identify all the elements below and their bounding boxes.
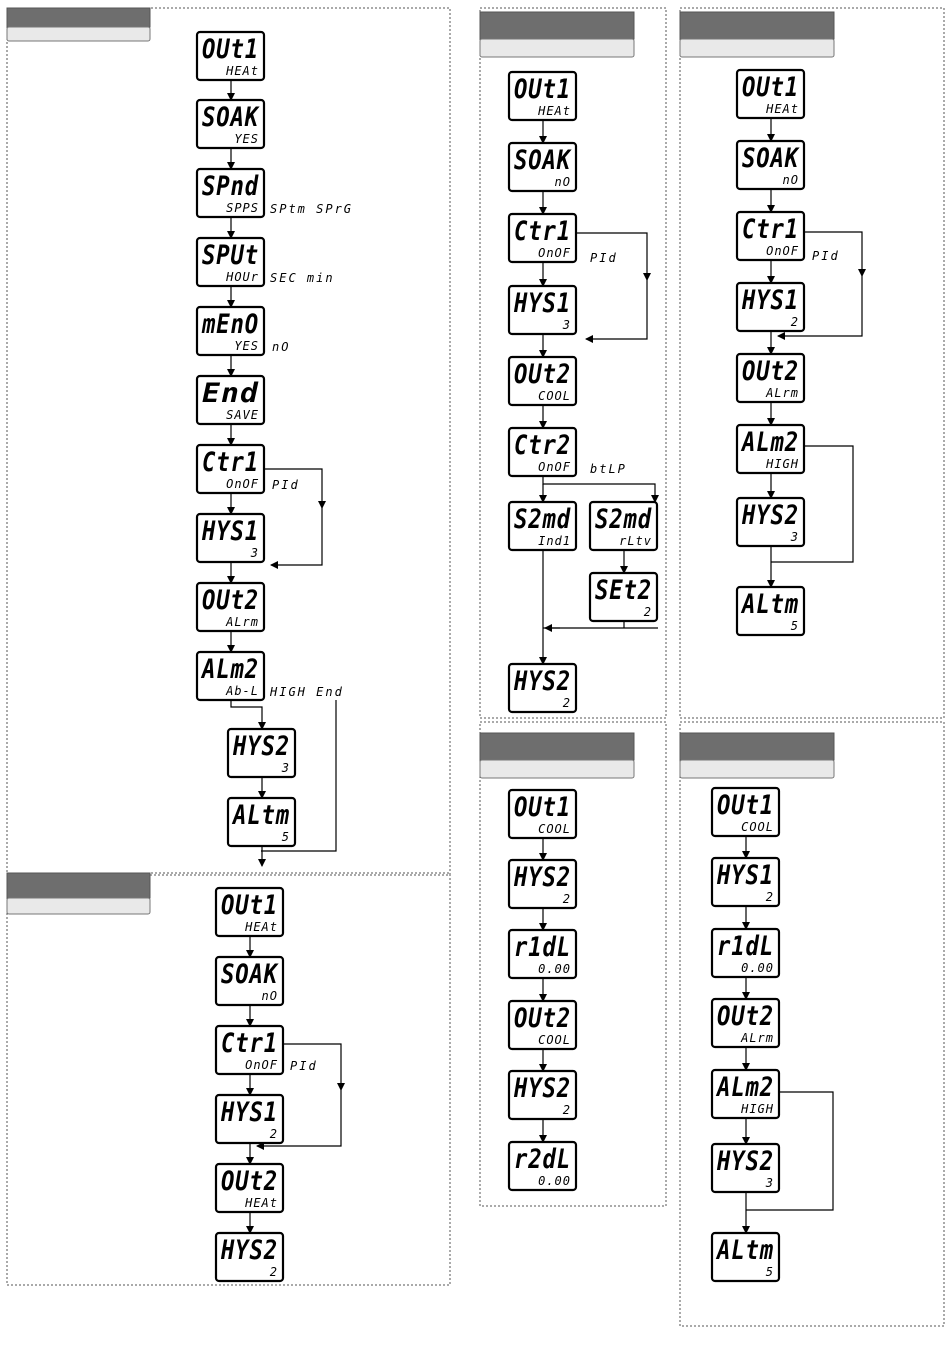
lcd-display xyxy=(737,283,804,331)
lcd-parameter: ALtm xyxy=(715,1235,774,1266)
panel-subtab xyxy=(480,39,634,57)
lcd-value: 5 xyxy=(765,1265,774,1279)
lcd-display xyxy=(712,858,779,906)
lcd-value: OnOF xyxy=(538,246,571,260)
lcd-value: 2 xyxy=(562,892,571,906)
lcd-parameter: HYS2 xyxy=(220,1235,278,1266)
lcd-parameter: Ctr2 xyxy=(514,430,571,461)
panel-subtab xyxy=(480,760,634,778)
lcd-parameter: ALtm xyxy=(231,800,290,831)
flow-arrow xyxy=(271,508,322,565)
lcd-parameter: Ctr1 xyxy=(742,214,799,245)
lcd-display xyxy=(197,32,264,80)
lcd-display xyxy=(216,1095,283,1143)
lcd-parameter: HYS2 xyxy=(741,500,799,531)
lcd-display xyxy=(197,445,264,493)
lcd-value: ALrm xyxy=(226,615,259,629)
panel-tab xyxy=(680,12,834,39)
lcd-parameter: OUt2 xyxy=(742,356,799,387)
lcd-parameter: SOAK xyxy=(742,143,801,174)
lcd-display xyxy=(216,888,283,936)
lcd-value: nO xyxy=(554,175,571,189)
lcd-value: 3 xyxy=(765,1176,774,1190)
panel-tab xyxy=(480,12,634,39)
lcd-value: 2 xyxy=(643,605,652,619)
lcd-parameter: SPnd xyxy=(202,171,259,202)
lcd-parameter: OUt1 xyxy=(514,792,571,823)
lcd-display xyxy=(737,70,804,118)
panel-tab xyxy=(7,8,150,27)
panel-subtab xyxy=(7,898,150,914)
lcd-value: SAVE xyxy=(226,408,259,422)
lcd-parameter: HYS1 xyxy=(201,516,259,547)
lcd-parameter: HYS1 xyxy=(741,285,799,316)
lcd-value: 2 xyxy=(269,1265,278,1279)
lcd-value: 2 xyxy=(269,1127,278,1141)
lcd-parameter: r1dL xyxy=(514,932,571,963)
option-values: HIGH End xyxy=(270,685,344,699)
lcd-parameter: ALm2 xyxy=(740,427,799,458)
lcd-parameter: Ctr1 xyxy=(221,1028,278,1059)
option-values: SPtm SPrG xyxy=(270,202,354,216)
panel-subtab xyxy=(7,27,150,41)
lcd-parameter: SEt2 xyxy=(595,575,652,606)
option-values: btLP xyxy=(590,462,627,476)
lcd-value: 5 xyxy=(790,619,799,633)
lcd-display xyxy=(509,790,576,838)
lcd-parameter: HYS1 xyxy=(220,1097,278,1128)
lcd-display xyxy=(509,286,576,334)
lcd-value: 0.00 xyxy=(741,961,774,975)
lcd-display xyxy=(216,1233,283,1281)
lcd-parameter: HYS2 xyxy=(513,666,571,697)
flow-arrow xyxy=(543,476,655,502)
lcd-parameter: OUt1 xyxy=(514,74,571,105)
lcd-parameter: S2md xyxy=(595,504,652,535)
lcd-display xyxy=(197,307,264,355)
lcd-value: 2 xyxy=(765,890,774,904)
lcd-parameter: OUt1 xyxy=(717,790,774,821)
lcd-display xyxy=(712,1144,779,1192)
lcd-parameter: SOAK xyxy=(202,102,261,133)
lcd-value: SPPS xyxy=(226,201,259,215)
lcd-parameter: HYS2 xyxy=(513,862,571,893)
lcd-value: YES xyxy=(234,339,259,353)
lcd-display xyxy=(509,1001,576,1049)
lcd-value: 3 xyxy=(250,546,259,560)
lcd-parameter: Ctr1 xyxy=(202,447,259,478)
lcd-value: 2 xyxy=(562,696,571,710)
lcd-display xyxy=(590,502,657,550)
lcd-display xyxy=(737,498,804,546)
lcd-display xyxy=(712,788,779,836)
lcd-parameter: OUt2 xyxy=(514,1003,571,1034)
lcd-value: 2 xyxy=(790,315,799,329)
flow-arrow xyxy=(231,700,262,729)
lcd-value: HIGH xyxy=(741,1102,774,1116)
lcd-parameter: OUt2 xyxy=(221,1166,278,1197)
lcd-value: OnOF xyxy=(538,460,571,474)
lcd-value: YES xyxy=(234,132,259,146)
lcd-display xyxy=(712,1233,779,1281)
lcd-value: Ind1 xyxy=(538,534,571,548)
lcd-value: 5 xyxy=(281,830,290,844)
lcd-display xyxy=(737,354,804,402)
lcd-value: ALrm xyxy=(741,1031,774,1045)
lcd-value: 0.00 xyxy=(538,962,571,976)
lcd-value: HIGH xyxy=(766,457,799,471)
panel-subtab xyxy=(680,760,834,778)
lcd-parameter: OUt2 xyxy=(514,359,571,390)
lcd-value: HEAt xyxy=(766,102,799,116)
lcd-parameter: ALm2 xyxy=(715,1072,774,1103)
panel-tab xyxy=(480,733,634,760)
lcd-parameter: OUt1 xyxy=(742,72,799,103)
lcd-value: COOL xyxy=(538,1033,571,1047)
lcd-value: 3 xyxy=(790,530,799,544)
lcd-display xyxy=(197,583,264,631)
lcd-value: COOL xyxy=(538,389,571,403)
lcd-value: HOUr xyxy=(226,270,259,284)
panel-tab xyxy=(680,733,834,760)
lcd-display xyxy=(228,798,295,846)
lcd-value: 3 xyxy=(562,318,571,332)
lcd-display xyxy=(197,169,264,217)
lcd-value: 3 xyxy=(281,761,290,775)
lcd-value: HEAt xyxy=(245,1196,278,1210)
lcd-parameter: Ctr1 xyxy=(514,216,571,247)
lcd-parameter: HYS2 xyxy=(716,1146,774,1177)
lcd-display xyxy=(509,664,576,712)
panel-border xyxy=(680,8,944,718)
lcd-parameter: HYS2 xyxy=(232,731,290,762)
lcd-display xyxy=(590,573,657,621)
option-values: PId xyxy=(272,478,300,492)
lcd-value: HEAt xyxy=(538,104,571,118)
lcd-display xyxy=(216,1164,283,1212)
lcd-parameter: HYS2 xyxy=(513,1073,571,1104)
lcd-value: ALrm xyxy=(766,386,799,400)
lcd-display xyxy=(509,428,576,476)
lcd-value: OnOF xyxy=(766,244,799,258)
lcd-parameter: S2md xyxy=(514,504,571,535)
lcd-parameter: HYS1 xyxy=(716,860,774,891)
lcd-parameter: OUt1 xyxy=(221,890,278,921)
lcd-display xyxy=(197,238,264,286)
option-values: nO xyxy=(272,340,291,354)
lcd-value: COOL xyxy=(741,820,774,834)
flow-arrow xyxy=(586,280,647,339)
option-values: PId xyxy=(812,249,840,263)
option-values: PId xyxy=(290,1059,318,1073)
lcd-display xyxy=(737,212,804,260)
lcd-display xyxy=(216,957,283,1005)
lcd-parameter: ALtm xyxy=(740,589,799,620)
lcd-value: Ab-L xyxy=(226,684,259,698)
lcd-parameter: HYS1 xyxy=(513,288,571,319)
lcd-value: OnOF xyxy=(226,477,259,491)
lcd-display xyxy=(737,141,804,189)
lcd-value: nO xyxy=(261,989,278,1003)
lcd-display xyxy=(737,425,804,473)
lcd-display xyxy=(197,514,264,562)
lcd-parameter: OUt2 xyxy=(202,585,259,616)
lcd-parameter: OUt1 xyxy=(202,34,259,65)
lcd-parameter: End xyxy=(202,378,259,409)
panel-4 xyxy=(680,8,944,718)
lcd-display xyxy=(509,143,576,191)
lcd-display xyxy=(509,72,576,120)
lcd-display xyxy=(509,930,576,978)
lcd-parameter: SOAK xyxy=(221,959,280,990)
lcd-display xyxy=(197,100,264,148)
lcd-display xyxy=(712,999,779,1047)
lcd-value: OnOF xyxy=(245,1058,278,1072)
lcd-display xyxy=(509,502,576,550)
lcd-parameter: r1dL xyxy=(717,931,774,962)
lcd-parameter: SOAK xyxy=(514,145,573,176)
option-values: PId xyxy=(590,251,618,265)
lcd-display xyxy=(509,214,576,262)
lcd-display xyxy=(197,652,264,700)
lcd-display xyxy=(737,587,804,635)
panel-subtab xyxy=(680,39,834,57)
panel-tab xyxy=(7,873,150,898)
lcd-display xyxy=(509,1071,576,1119)
lcd-parameter: ALm2 xyxy=(200,654,259,685)
lcd-display xyxy=(509,860,576,908)
lcd-parameter: OUt2 xyxy=(717,1001,774,1032)
lcd-display xyxy=(197,376,264,424)
lcd-value: HEAt xyxy=(226,64,259,78)
lcd-parameter: mEnO xyxy=(201,309,259,340)
lcd-value: rLtv xyxy=(619,534,652,548)
lcd-display xyxy=(509,1142,576,1190)
lcd-value: COOL xyxy=(538,822,571,836)
lcd-display xyxy=(509,357,576,405)
option-values: SEC min xyxy=(270,271,335,285)
lcd-parameter: r2dL xyxy=(514,1144,571,1175)
lcd-value: 0.00 xyxy=(538,1174,571,1188)
lcd-display xyxy=(712,929,779,977)
lcd-value: nO xyxy=(782,173,799,187)
lcd-value: HEAt xyxy=(245,920,278,934)
lcd-value: 2 xyxy=(562,1103,571,1117)
lcd-parameter: SPUt xyxy=(202,240,259,271)
lcd-display xyxy=(216,1026,283,1074)
lcd-display xyxy=(712,1070,779,1118)
lcd-display xyxy=(228,729,295,777)
